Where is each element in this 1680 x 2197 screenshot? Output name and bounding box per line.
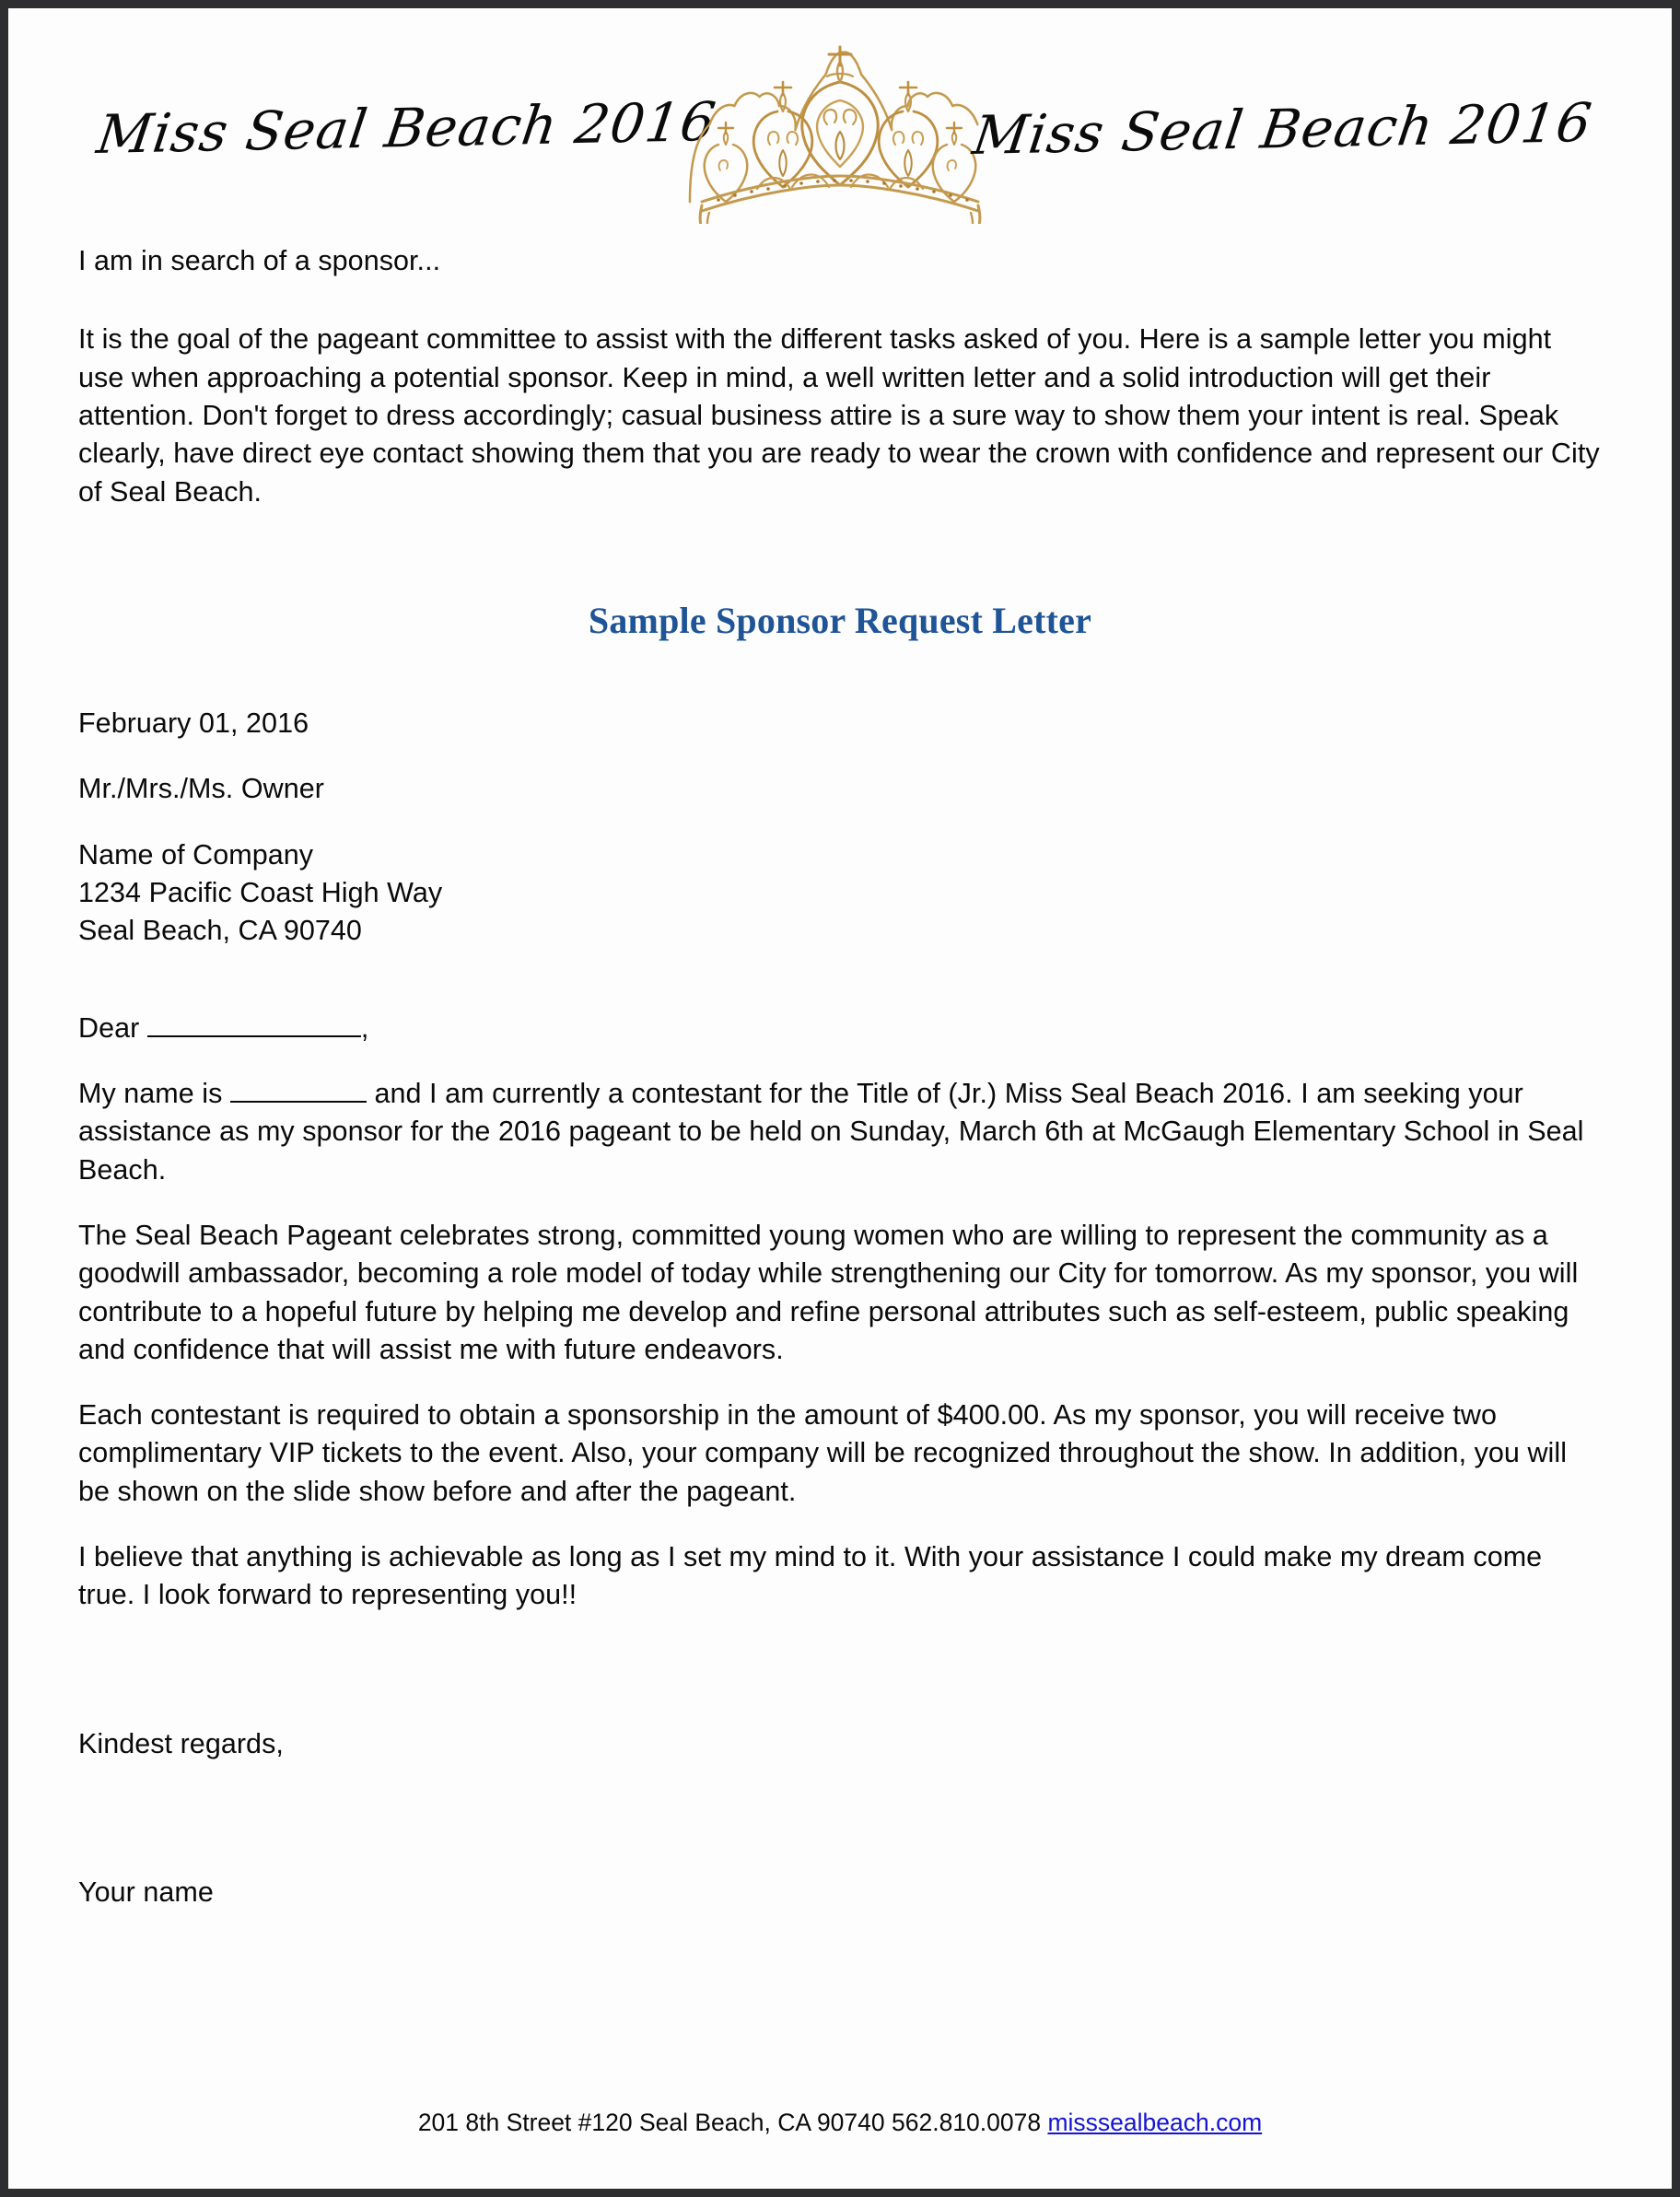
- body-p1-before-blank: My name is: [78, 1077, 230, 1109]
- page-title: Sample Sponsor Request Letter: [588, 599, 1092, 641]
- masthead: [78, 8, 1602, 237]
- crown-icon: [674, 21, 1006, 224]
- body-p1-after-blank: and I am currently a contestant for the Title of (Jr.) Miss Seal Beach 2016. I am seeking your assistance as my sponsor for the 2016 pageant to be held on Sunday, March 6th at McGaugh Elementary School in Seal Beach.: [78, 1077, 1584, 1186]
- letter-body: [78, 237, 1602, 1911]
- contestant-name-blank-field[interactable]: [230, 1101, 367, 1103]
- letter-date: February 01, 2016: [78, 707, 309, 740]
- address-line-city: Seal Beach, CA 90740: [78, 915, 362, 947]
- website-link[interactable]: misssealbeach.com: [1047, 2109, 1263, 2136]
- address-line-company: Name of Company: [78, 838, 314, 871]
- page-content: [8, 8, 1672, 2189]
- body-paragraph-2: The Seal Beach Pageant celebrates strong, committed young women who are willing to represent the community as a goodwill ambassador, becoming a role model of today while strengthening our City for tomorrow. As my sponsor, you will contribute to a hopeful future by helping me develop and refine personal attributes such as self-esteem, public speaking and confidence that will assist me with future endeavors.: [78, 1219, 1579, 1365]
- body-paragraph-1: [78, 1075, 1602, 1189]
- body-paragraph-4: I believe that anything is achievable as long as I set my mind to it. With your assistance I could make my dream come true. I look forward to representing you!!: [78, 1541, 1543, 1611]
- footer-contact: 201 8th Street #120 Seal Beach, CA 90740 562.810.0078: [417, 2109, 1048, 2136]
- signature-placeholder: Your name: [78, 1876, 214, 1908]
- brand-title-right: Miss Seal Beach 2016: [969, 91, 1596, 167]
- brand-title-left: Miss Seal Beach 2016: [93, 90, 720, 166]
- intro-paragraph: It is the goal of the pageant committee to assist with the different tasks asked of you. Here is a sample letter you might use when approaching a potential sponsor. Keep in mind, a well written letter and a solid introduction will get their attention. Don't forget to dress accordingly; casual business attire is a sure way to show them your intent is real. Speak clearly, have direct eye contact showing them that you are ready to wear the crown with confidence and represent our City of Seal Beach.: [78, 323, 1600, 508]
- recipient-salutation: Mr./Mrs./Ms. Owner: [78, 773, 324, 805]
- greeting-line: [78, 1010, 1602, 1047]
- intro-lead: I am in search of a sponsor...: [78, 245, 441, 276]
- recipient-address: [78, 836, 1602, 951]
- footer: [8, 2109, 1672, 2137]
- greeting-blank-field[interactable]: [147, 1035, 361, 1037]
- greeting-prefix: Dear: [78, 1011, 147, 1044]
- greeting-suffix: ,: [360, 1011, 369, 1044]
- closing-line: Kindest regards,: [78, 1727, 284, 1759]
- body-paragraph-3: Each contestant is required to obtain a sponsorship in the amount of $400.00. As my sponsor, you will receive two complimentary VIP tickets to the event. Also, your company will be recognized throughout the show. In addition, you will be shown on the slide show before and after the pageant.: [78, 1399, 1568, 1507]
- address-line-street: 1234 Pacific Coast High Way: [78, 877, 443, 908]
